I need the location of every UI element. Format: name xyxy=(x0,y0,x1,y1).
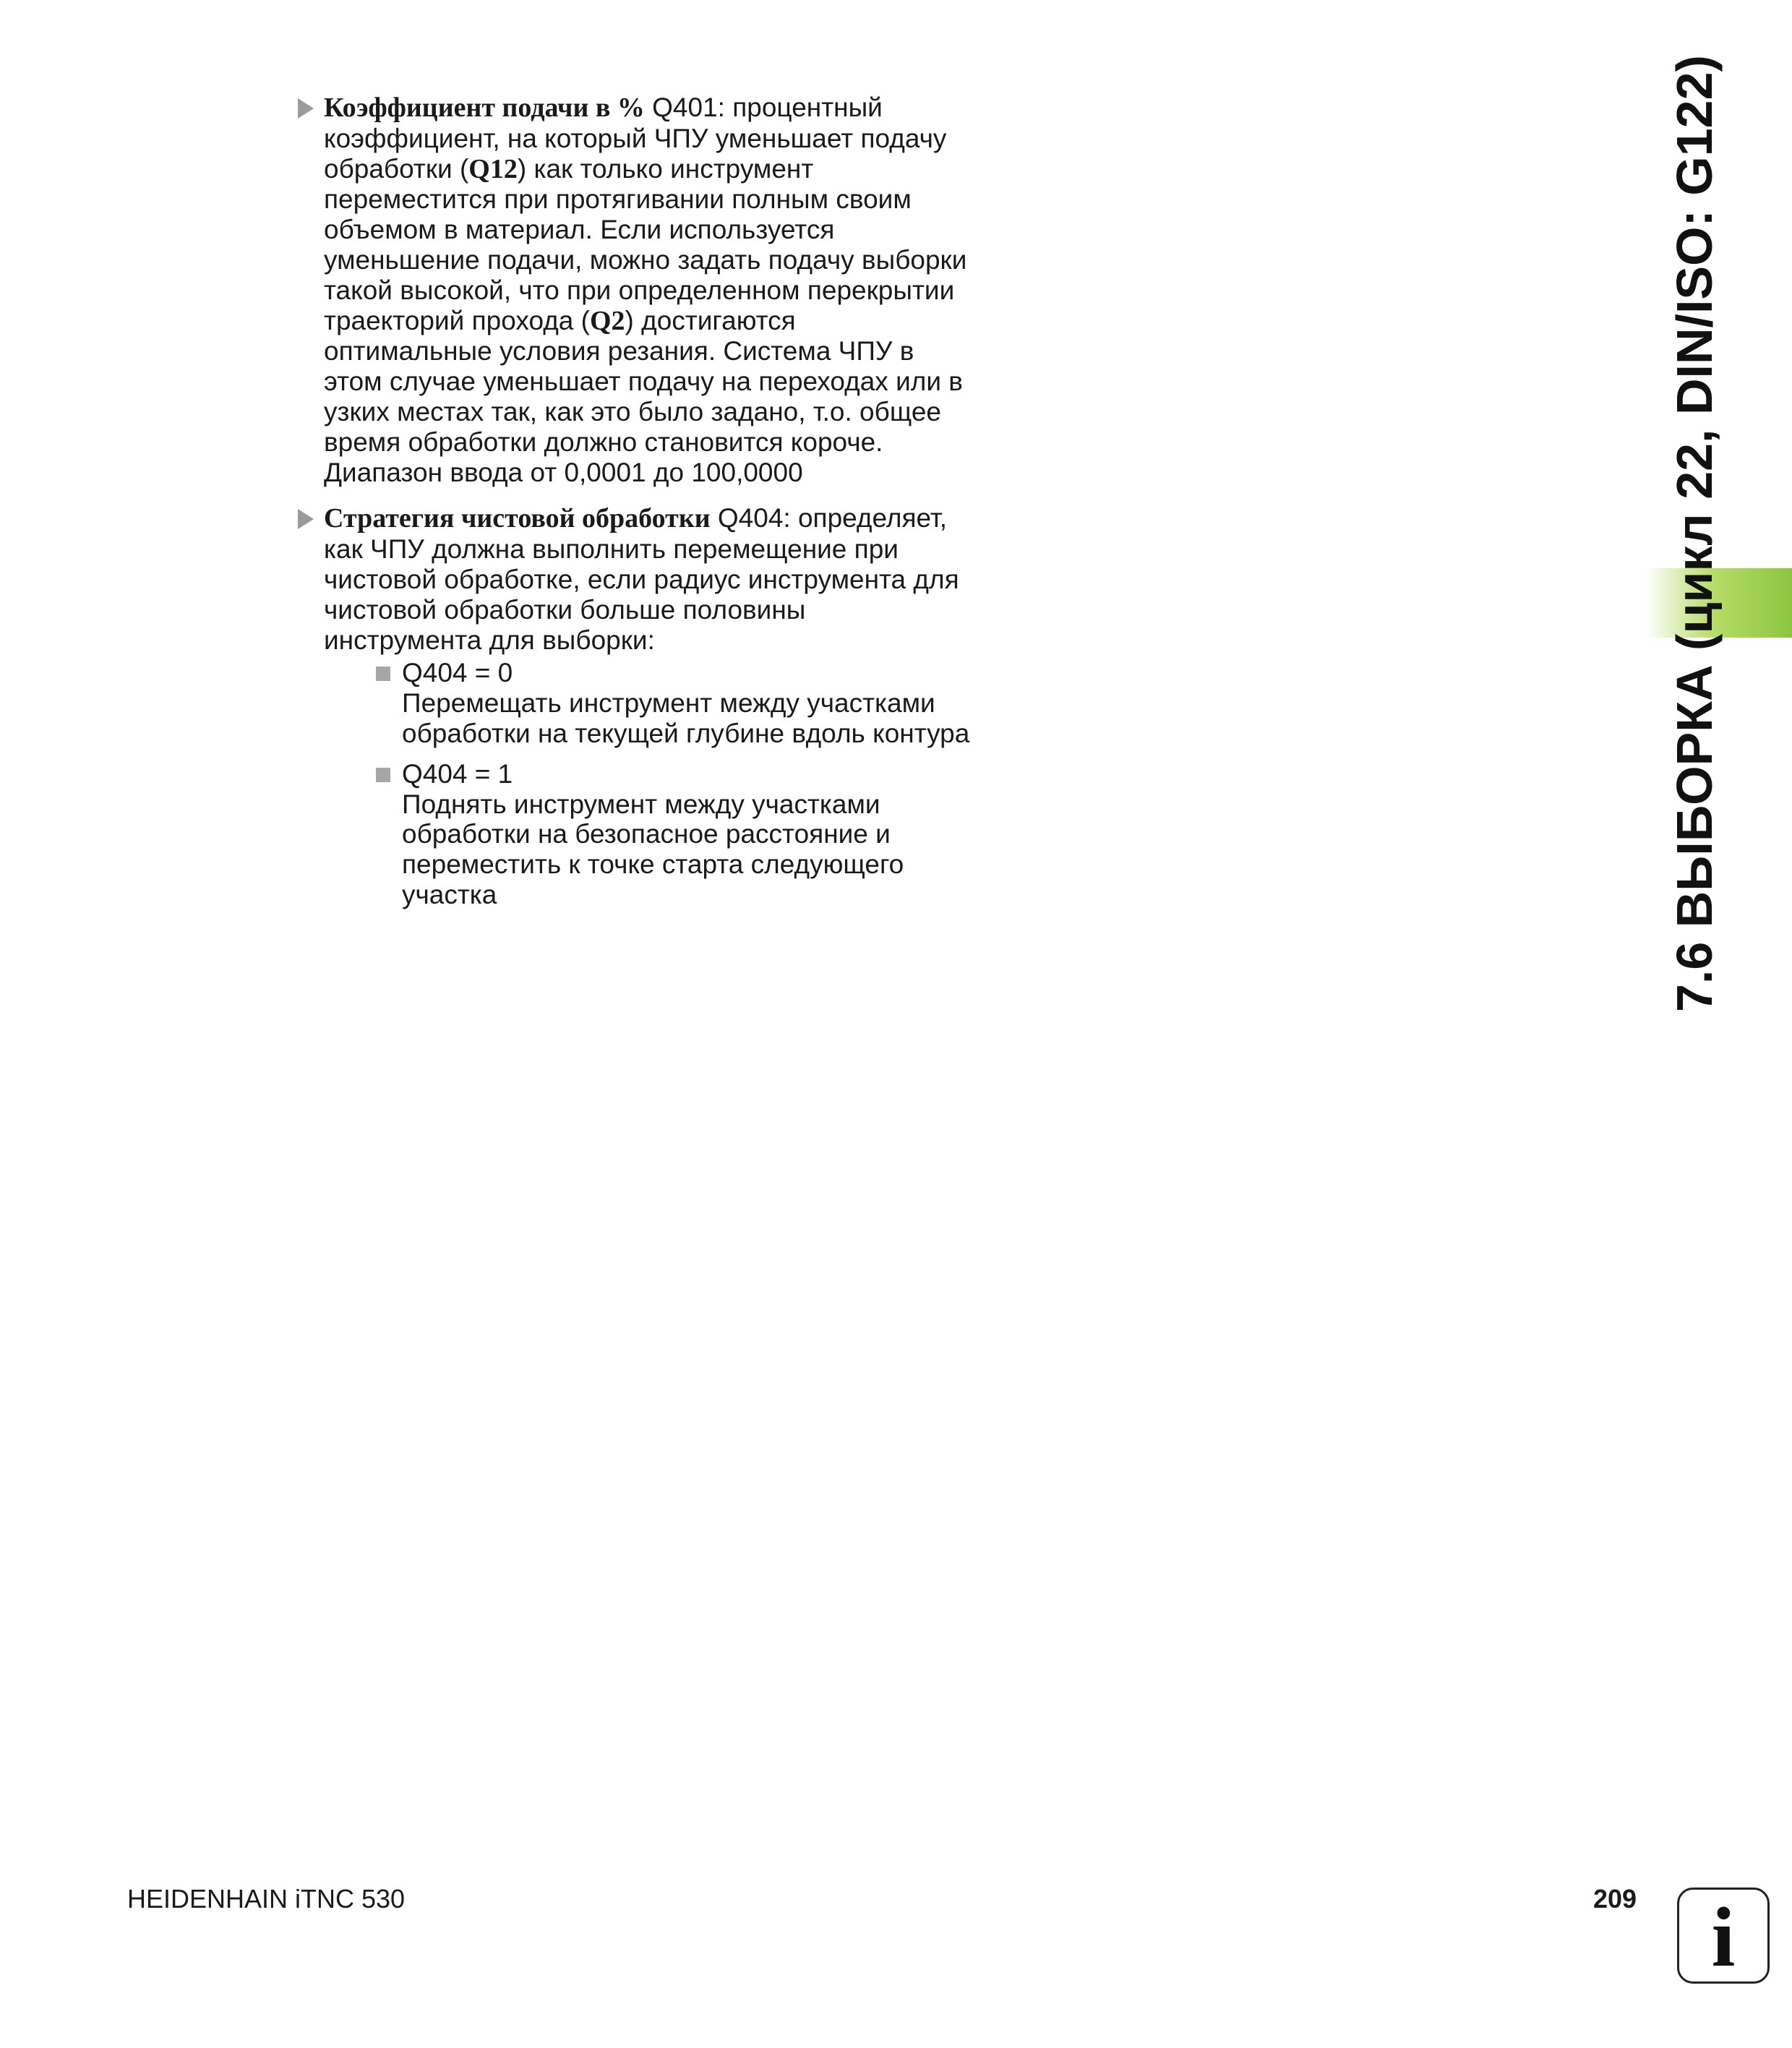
option-description: Перемещать инструмент между участками обработки на текущей глубине вдоль контура xyxy=(402,688,970,748)
param-name: Стратегия чистовой обработки xyxy=(324,503,711,534)
param-text: ) достигаются оптимальные условия резания. Система ЧПУ в этом случае уменьшает подачу на переходах или в узких местах так, как это было задано, т.о. общее время обработки должно становится короче. Диапазон ввода от 0,0001 до 100,0000 xyxy=(324,305,963,487)
param-text: ) как только инструмент переместится при протягивании полным своим объемом в материал. Если используется уменьшение подачи, можно задать подачу выборки такой высокой, что при определенном перекрытии траекторий прохода ( xyxy=(324,153,967,335)
q-reference: Q12 xyxy=(468,153,518,184)
param-finishing-strategy xyxy=(298,503,970,909)
option-description: Поднять инструмент между участками обработки на безопасное расстояние и переместить к точке старта следующего участка xyxy=(402,789,904,909)
triangle-arrow-icon xyxy=(298,98,314,119)
info-glyph: i xyxy=(1711,1889,1736,1984)
section-title: 7.6 ВЫБОРКА (цикл 22, DIN/ISO: G122) xyxy=(1666,55,1723,1012)
param-name: Коэффициент подачи в % xyxy=(324,93,645,123)
option-item xyxy=(376,658,970,748)
q-reference: Q2 xyxy=(589,305,625,336)
square-bullet-icon xyxy=(376,667,390,681)
footer-product: HEIDENHAIN iTNC 530 xyxy=(127,1884,406,1914)
triangle-arrow-icon xyxy=(298,509,314,529)
page-number: 209 xyxy=(1593,1884,1637,1914)
param-feed-factor xyxy=(298,93,970,487)
option-value: Q404 = 1 xyxy=(402,758,513,789)
param-text: Q404: определяет, как ЧПУ должна выполнить перемещение при чистовой обработке, если радиус инструмента для чистовой обработки больше половины инструмента для выборки: xyxy=(324,503,959,655)
option-item xyxy=(376,759,970,910)
param-text: Q401: процентный коэффициент, на который ЧПУ уменьшает подачу обработки ( xyxy=(324,93,947,184)
square-bullet-icon xyxy=(376,768,390,782)
info-icon xyxy=(1677,1888,1770,1984)
option-list xyxy=(324,658,970,909)
main-content xyxy=(298,93,970,926)
option-value: Q404 = 0 xyxy=(402,658,513,688)
